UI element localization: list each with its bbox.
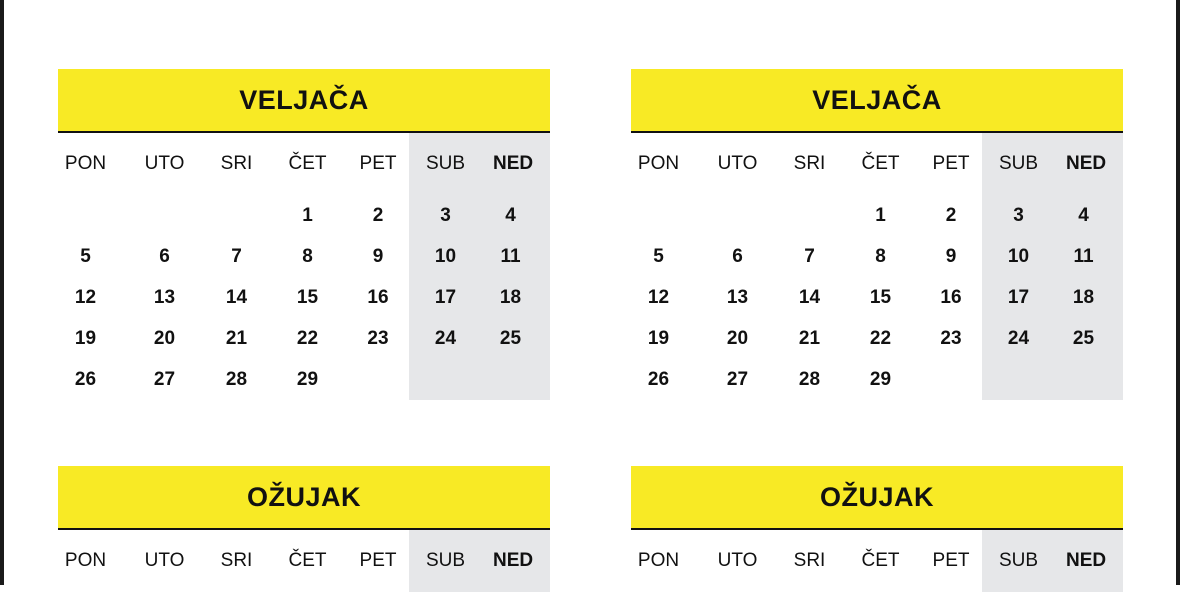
weekday-label: PET: [932, 153, 970, 174]
weekday-label: NED: [1066, 550, 1107, 571]
day-cell: 24: [434, 327, 457, 349]
day-grid: [58, 530, 550, 592]
weekday-label: UTO: [144, 153, 185, 174]
month-calendar: [58, 69, 550, 400]
day-cell: 8: [302, 245, 313, 267]
day-cell: 28: [798, 368, 821, 390]
weekday-header-row: [58, 530, 550, 592]
week-row: [631, 359, 1123, 400]
day-cell: 22: [869, 327, 892, 349]
weekday-label: PET: [359, 550, 397, 571]
day-cell: 15: [869, 286, 892, 308]
day-cell: 29: [296, 368, 319, 390]
day-cell: 5: [80, 245, 91, 267]
frame-right-border: [1176, 0, 1180, 585]
month-title: VELJAČA: [239, 84, 369, 115]
day-cell: 15: [296, 286, 319, 308]
day-cell: 13: [726, 286, 749, 308]
day-grid: [631, 133, 1123, 400]
weekday-label: PON: [637, 550, 680, 571]
day-cell: 18: [499, 286, 522, 308]
day-cell: 20: [726, 327, 749, 349]
weekday-label: ČET: [861, 153, 900, 174]
day-cell: 8: [875, 245, 886, 267]
weekday-label: PET: [359, 153, 397, 174]
day-cell: 27: [153, 368, 176, 390]
day-cell: 21: [798, 327, 821, 349]
day-cell: 11: [1073, 245, 1094, 267]
day-cell: 5: [653, 245, 664, 267]
week-row: [631, 236, 1123, 277]
month-header: [58, 466, 550, 530]
week-row: [58, 359, 550, 400]
weekday-label: UTO: [144, 550, 185, 571]
day-cell: 25: [1072, 327, 1095, 349]
day-cell: 23: [367, 327, 389, 349]
day-cell: 3: [440, 204, 451, 226]
week-row: [631, 318, 1123, 359]
day-cell: 14: [798, 286, 821, 308]
month-title: VELJAČA: [812, 84, 942, 115]
weekday-label: ČET: [288, 550, 327, 571]
weekday-header-row: [631, 133, 1123, 195]
day-cell: 10: [1007, 245, 1030, 267]
day-cell: 9: [945, 245, 957, 267]
week-row: [58, 236, 550, 277]
day-cell: 6: [732, 245, 743, 267]
day-cell: 25: [499, 327, 522, 349]
day-cell: 12: [74, 286, 97, 308]
day-cell: 1: [875, 204, 886, 226]
day-cell: 2: [945, 204, 957, 226]
day-cell: 16: [940, 286, 962, 308]
day-cell: 4: [505, 204, 516, 226]
day-cell: 29: [869, 368, 892, 390]
day-cell: 2: [372, 204, 384, 226]
month-header: [631, 69, 1123, 133]
day-cell: 18: [1072, 286, 1095, 308]
weekday-header-row: [631, 530, 1123, 592]
day-cell: 6: [159, 245, 170, 267]
day-cell: 26: [74, 368, 97, 390]
weekday-label: SRI: [220, 153, 253, 174]
weekday-label: PON: [64, 550, 107, 571]
day-cell: 7: [231, 245, 242, 267]
day-cell: 27: [726, 368, 749, 390]
frame-left-border: [0, 0, 4, 585]
day-cell: 20: [153, 327, 176, 349]
weekday-label: NED: [493, 550, 534, 571]
day-cell: 1: [302, 204, 313, 226]
week-row: [631, 277, 1123, 318]
day-cell: 26: [647, 368, 670, 390]
day-cell: 28: [225, 368, 248, 390]
day-cell: 3: [1013, 204, 1024, 226]
day-cell: 12: [647, 286, 670, 308]
weekday-label: SRI: [793, 550, 826, 571]
weekday-label: SUB: [425, 550, 466, 571]
weekday-label: PON: [64, 153, 107, 174]
week-row: [631, 195, 1123, 236]
month-header: [631, 466, 1123, 530]
month-title: OŽUJAK: [819, 481, 934, 512]
day-cell: 16: [367, 286, 389, 308]
weekday-label: UTO: [717, 550, 758, 571]
month-title: OŽUJAK: [246, 481, 361, 512]
month-calendar: [631, 466, 1123, 592]
day-cell: 11: [500, 245, 521, 267]
day-cell: 10: [434, 245, 457, 267]
week-row: [58, 318, 550, 359]
weekday-label: SUB: [998, 550, 1039, 571]
day-cell: 4: [1078, 204, 1089, 226]
week-row: [58, 195, 550, 236]
weekday-label: NED: [1066, 153, 1107, 174]
weekday-label: PON: [637, 153, 680, 174]
weekday-label: SRI: [793, 153, 826, 174]
day-cell: 17: [434, 286, 457, 308]
weekday-label: SRI: [220, 550, 253, 571]
day-cell: 23: [940, 327, 962, 349]
day-cell: 13: [153, 286, 176, 308]
weekday-header-row: [58, 133, 550, 195]
day-cell: 17: [1007, 286, 1030, 308]
weekday-label: UTO: [717, 153, 758, 174]
weekday-label: ČET: [288, 153, 327, 174]
day-grid: [58, 133, 550, 400]
day-cell: 21: [225, 327, 248, 349]
day-cell: 22: [296, 327, 319, 349]
month-header: [58, 69, 550, 133]
weekday-label: NED: [493, 153, 534, 174]
day-cell: 9: [372, 245, 384, 267]
weekday-label: ČET: [861, 550, 900, 571]
weekday-label: PET: [932, 550, 970, 571]
day-cell: 24: [1007, 327, 1030, 349]
week-row: [58, 277, 550, 318]
day-cell: 14: [225, 286, 248, 308]
month-calendar: [58, 466, 550, 592]
day-cell: 7: [804, 245, 815, 267]
day-grid: [631, 530, 1123, 592]
weekday-label: SUB: [998, 153, 1039, 174]
weekday-label: SUB: [425, 153, 466, 174]
day-cell: 19: [74, 327, 97, 349]
day-cell: 19: [647, 327, 670, 349]
month-calendar: [631, 69, 1123, 400]
